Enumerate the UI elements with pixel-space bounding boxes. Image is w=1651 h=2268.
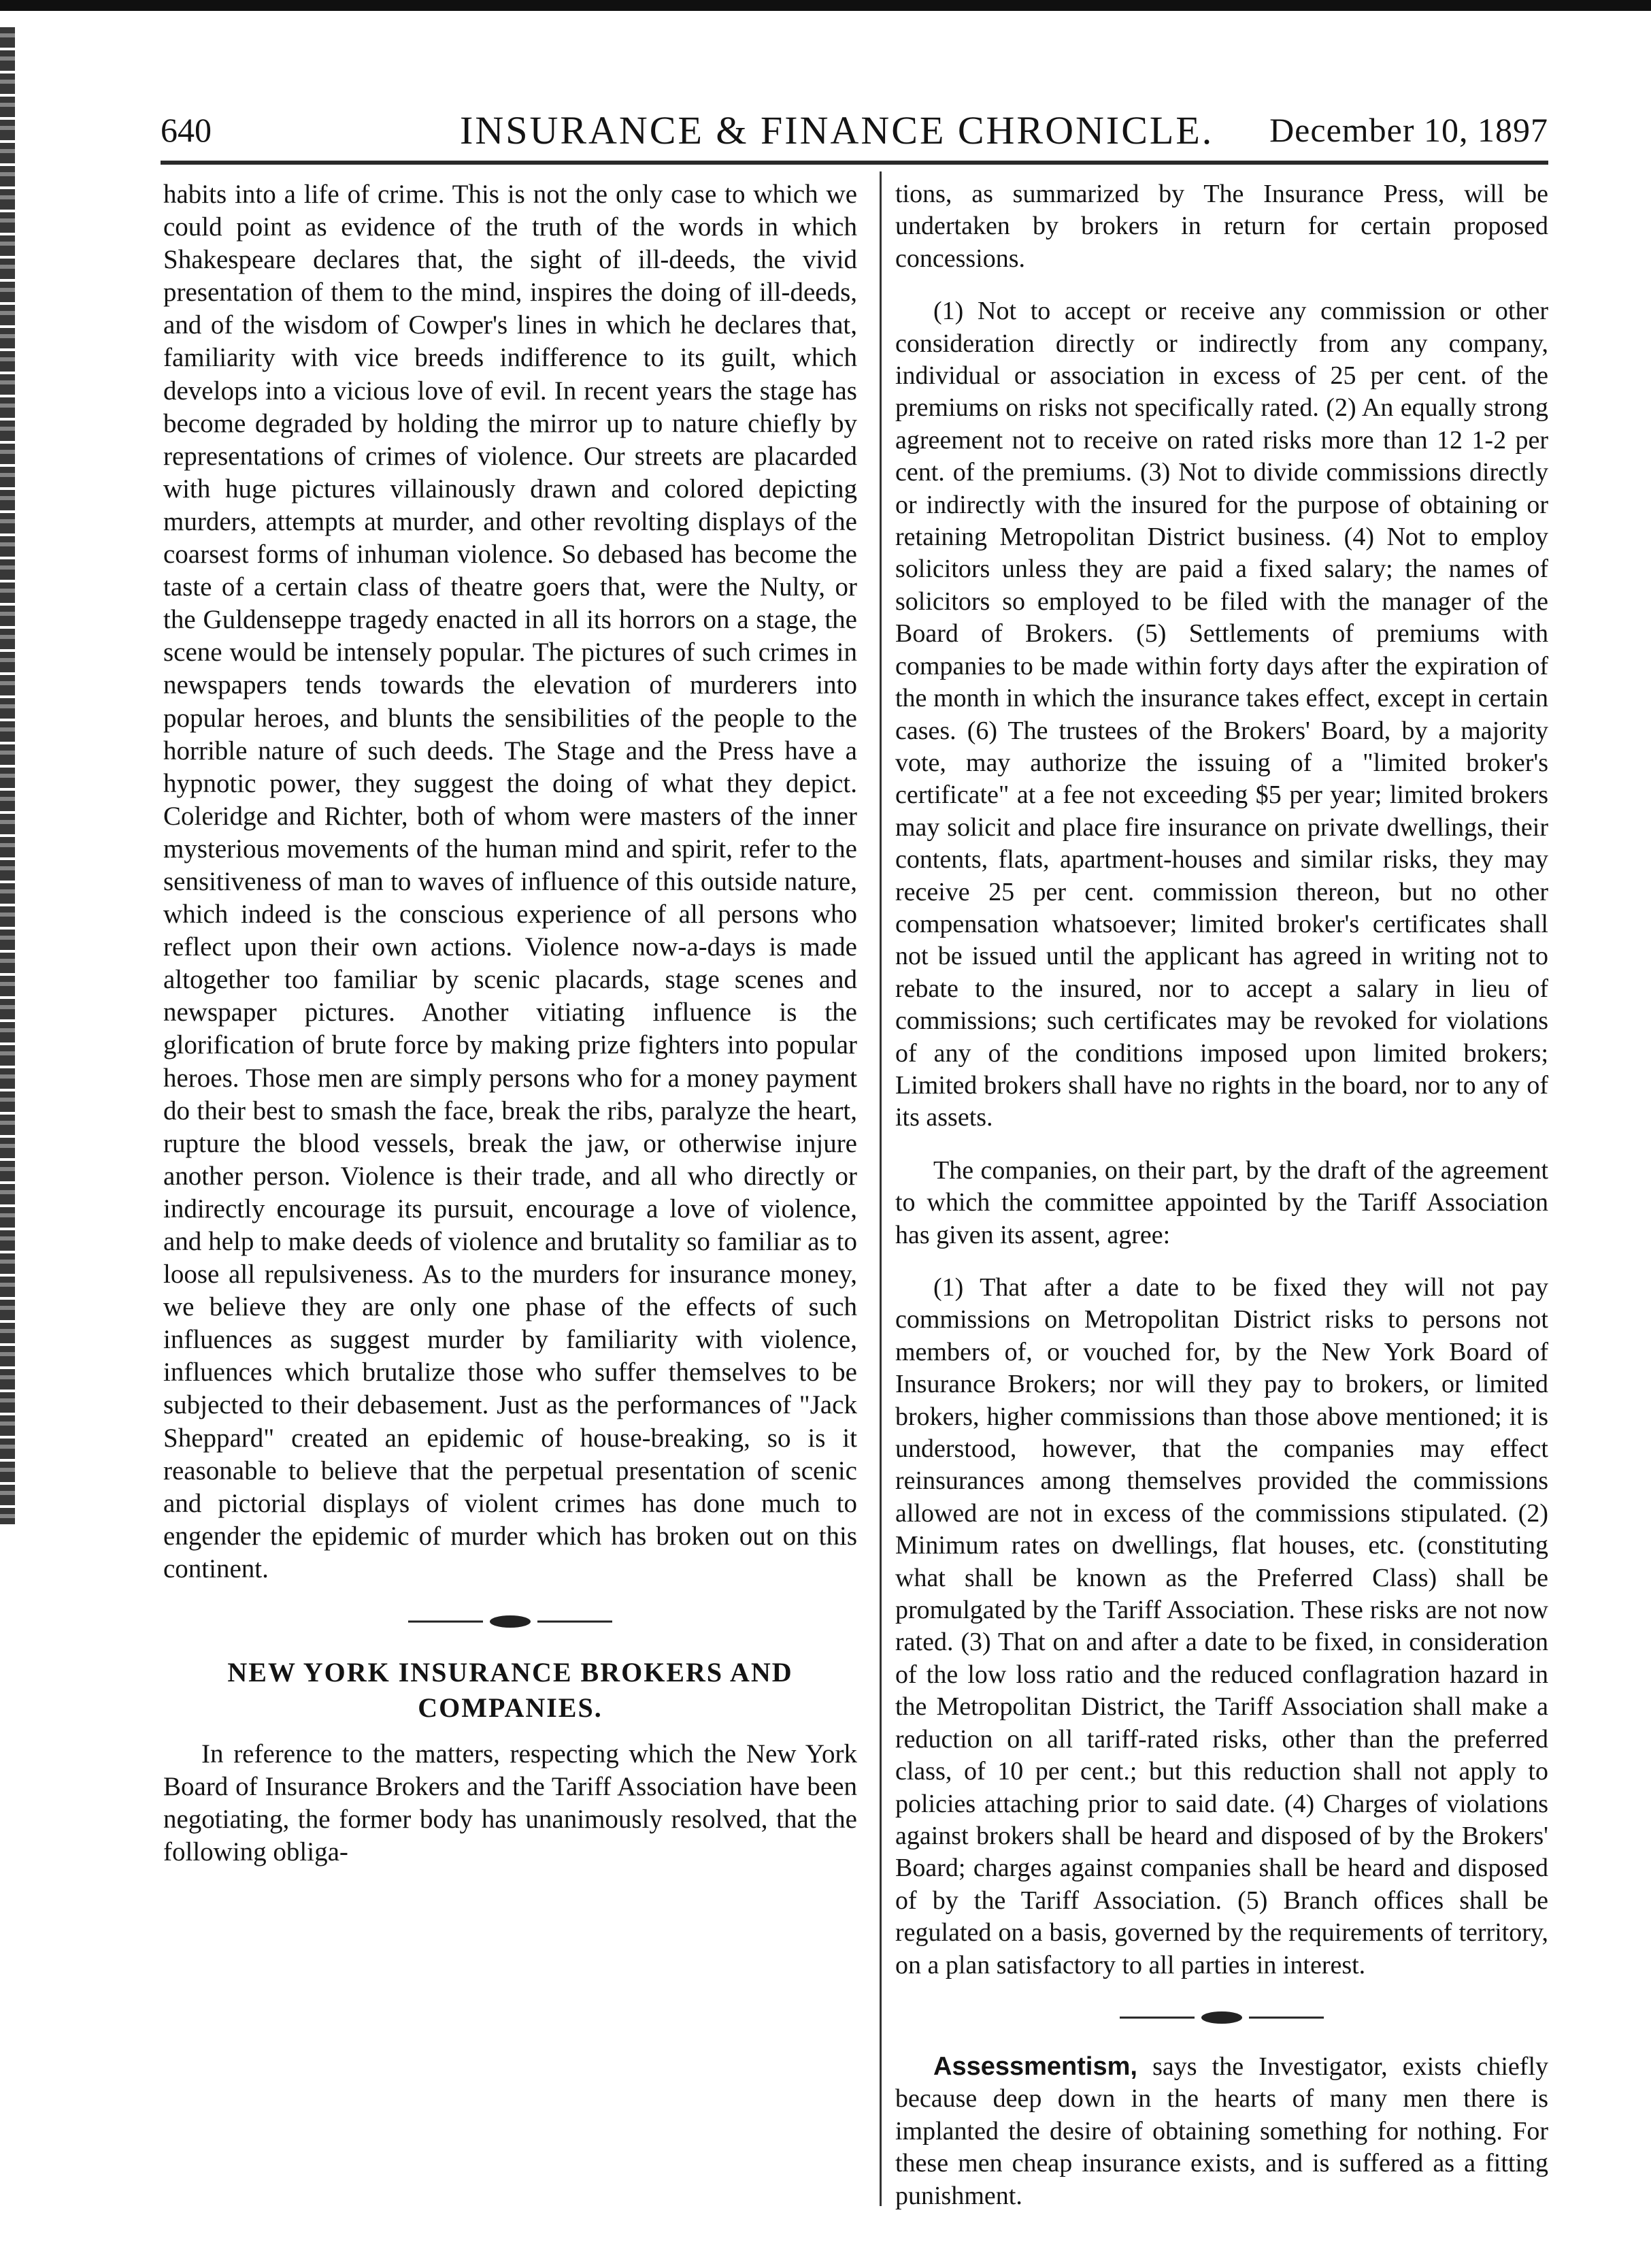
- journal-title: INSURANCE & FINANCE CHRONICLE.: [460, 108, 1214, 152]
- section-ornament: [408, 1613, 612, 1630]
- assessmentism-paragraph: [895, 2051, 1548, 2212]
- page-number: 640: [161, 111, 212, 149]
- header-rule: [161, 161, 1548, 165]
- assessmentism-term: Assessmentism,: [933, 2052, 1137, 2081]
- assessmentism-body: says the Investigator, exists chiefly because deep down in the hearts of many men there is implanted the desire of obtaining something for nothing. For these men cheap insurance exists, and is suffered as a fitting punishment.: [895, 2052, 1548, 2210]
- companies-intro: The companies, on their part, by the draft of the agreement to which the committee appointed by the Tariff Association has given its assent, agree:: [895, 1155, 1548, 1249]
- top-scan-rule: [0, 0, 1651, 11]
- article-headline: NEW YORK INSURANCE BROKERS AND COMPANIES.: [227, 1657, 793, 1724]
- right-column: [895, 178, 1548, 2212]
- left-column: [163, 178, 857, 1869]
- binding-edge: [0, 27, 15, 1524]
- company-obligations: (1) That after a date to be fixed they will not pay commissions on Metropolitan District risks to persons not members of, or vouched for, by the New York Board of Insurance Brokers; nor will they pay to brokers, or limited brokers, higher commissions than those above mentioned; it is understood, however, that the companies may effect reinsurances among themselves provided the commissions allowed are not in excess of the commissions stipulated. (2) Minimum rates on dwellings, flat houses, etc. (constituting what shall be known as the Preferred Class) shall be promulgated by the Tariff Association. These risks are not now rated. (3) That on and after a date to be fixed, in consideration of the low loss ratio and the reduced conflagration hazard in the Metropolitan District, the Tariff Association shall make a reduction on all tariff-rated risks, other than the preferred class, of 10 per cent.; but this reduction shall not apply to policies attaching prior to said date. (4) Charges of violations against brokers shall be heard and disposed of by the Brokers' Board; charges against companies shall be heard and disposed of by the Tariff Association. (5) Branch offices shall be regulated on a basis, governed by the requirements of territory, on a plan satisfactory to all parties in interest.: [895, 1273, 1548, 1979]
- article-body: habits into a life of crime. This is not the only case to which we could point as evidence of the truth of the words in which Shakespeare declares that, the sight of ill-deeds, the vivid presentation of them to the mind, inspires the doing of ill-deeds, and of the wisdom of Cowper's lines in which he declares that, familiarity with vice breeds indifference to its guilt, which develops into a vicious love of evil. In recent years the stage has become degraded by holding the mirror up to nature chiefly by representations of crimes of violence. Our streets are placarded with huge pictures villainously drawn and colored depicting murders, attempts at murder, and other revolting displays of the coarsest forms of inhuman violence. So debased has become the taste of a certain class of theatre goers that, were the Nulty, or the Guldenseppe tragedy enacted in all its horrors on a stage, the scene would be intensely popular. The pictures of such crimes in newspapers tends towards the elevation of murderers into popular heroes, and blunts the sensibilities of the people to the horrible nature of such deeds. The Stage and the Press have a hypnotic power, they suggest the doing of what they depict. Coleridge and Richter, both of whom were masters of the inner mysterious movements of the human mind and spirit, refer to the sensitiveness of man to waves of influence of this outside nature, which indeed is the conscious experience of all persons who reflect upon their own actions. Violence now-a-days is made altogether too familiar by scenic placards, stage scenes and newspaper pictures. Another vitiating influence is the glorification of brute force by making prize fighters into popular heroes. Those men are simply persons who for a money payment do their best to smash the face, break the ribs, paralyze the heart, rupture the blood vessels, break the jaw, or otherwise injure another person. Violence is their trade, and all who directly or indirectly encourage its pursuit, encourage a love of violence, and help to make deeds of violence and brutality so familiar as to loose all repulsiveness. As to the murders for insurance money, we believe they are only one phase of the effects of such influences as suggest murder by familiarity with violence, influences which brutalize those who suffer themselves to be subjected to their debasement. Just as the performances of "Jack Sheppard" created an epidemic of house-breaking, so is it reasonable to believe that the perpetual presentation of scenic and pictorial displays of violent crimes has done much to engender the epidemic of murder which has broken out on this continent.: [163, 180, 857, 1583]
- article-intro: In reference to the matters, respecting which the New York Board of Insurance Brokers and the Tariff Association have been negotiating, the former body has unanimously resolved, that the following obliga-: [163, 1739, 857, 1867]
- page-header: [161, 102, 1548, 157]
- broker-obligations: (1) Not to accept or receive any commission or other consideration directly or indirectly from any company, individual or association in excess of 25 per cent. of the premiums on risks not specifically rated. (2) An equally strong agreement not to receive on rated risks more than 12 1-2 per cent. of the premiums. (3) Not to divide commissions directly or indirectly with the insured for the purpose of obtaining or retaining Metropolitan District business. (4) Not to employ solicitors unless they are paid a fixed salary; the names of solicitors so employed to be filed with the manager of the Board of Brokers. (5) Settlements of premiums with companies to be made within forty days after the expiration of the month in which the insurance takes effect, except in certain cases. (6) The trustees of the Brokers' Board, by a majority vote, may authorize the issuing of a "limited broker's certificate" at a fee not exceeding $5 per year; limited brokers may solicit and place fire insurance on private dwellings, their contents, flats, apartment-houses and similar risks, they may receive 25 per cent. commission thereon, but no other compensation whatsoever; limited broker's certificates shall not be issued until the applicant has agreed in writing not to rebate to the insured, nor to accept a salary in lieu of commissions; such certificates may be revoked for violations of any of the conditions imposed upon limited brokers; Limited brokers shall have no rights in the board, nor to any of its assets.: [895, 297, 1548, 1132]
- issue-date: December 10, 1897: [1269, 111, 1548, 149]
- column-divider: [880, 171, 882, 2206]
- section-ornament: [1120, 2009, 1324, 2026]
- continuation-paragraph: tions, as summarized by The Insurance Press, will be undertaken by brokers in return for certain proposed concessions.: [895, 180, 1548, 273]
